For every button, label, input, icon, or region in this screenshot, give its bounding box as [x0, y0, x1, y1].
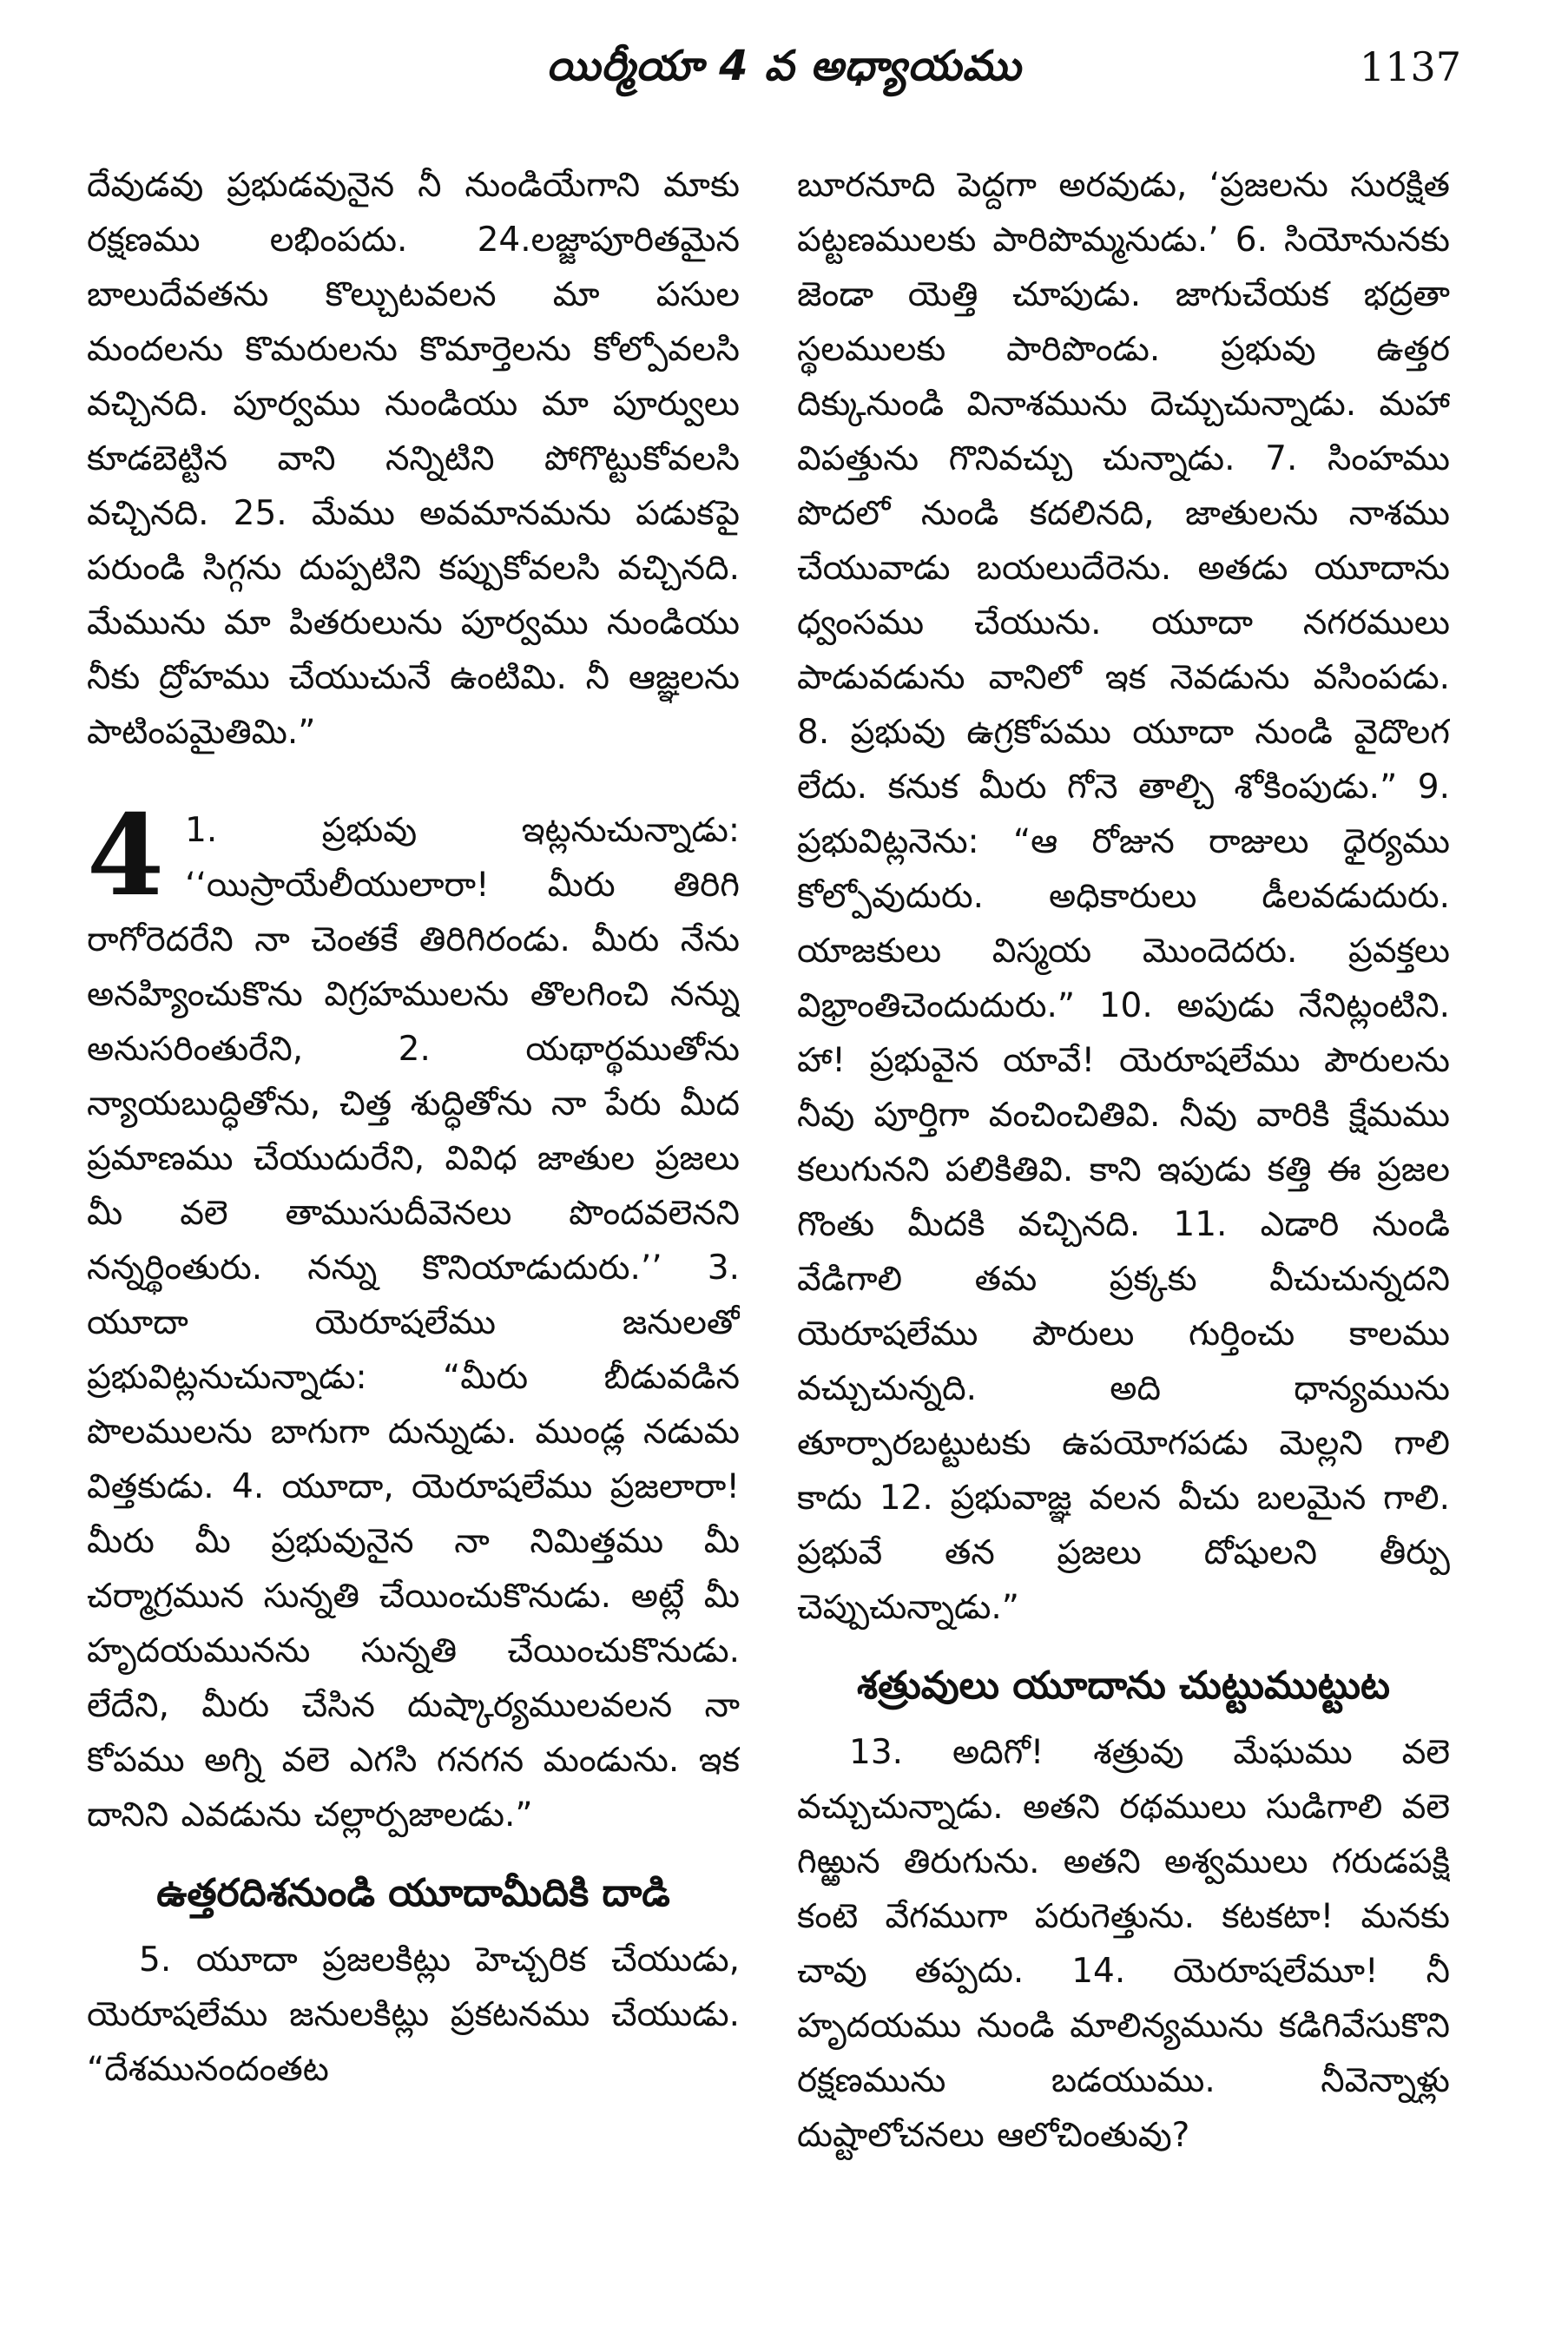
verse-paragraph: దేవుడవు ప్రభుడవునైన నీ నుండియేగాని మాకు రక్షణము లభింపదు. 24.లజ్జాపూరితమైన బాలుదేవతను కొల్చుటవలన మా పసుల మందలను కొమరులను కొమార్తెలను కోల్పోవలసి వచ్చినది. పూర్వము నుండియు మా పూర్వులు కూడబెట్టిన వాని నన్నిటిని పోగొట్టుకోవలసి వచ్చినది. 25. మేము అవమానమను పడుకపై పరుండి సిగ్గను దుప్పటిని కప్పుకోవలసి వచ్చినది. మేమును మా పితరులును పూర్వము నుండియు నీకు ద్రోహము చేయుచునే ఉంటిమి. నీ ఆజ్ఞలను పాటింపమైతిమి.” — [87, 166, 740, 752]
verse-paragraph: బూరనూది పెద్దగా అరవుడు, ‘ప్రజలను సురక్షిత పట్టణములకు పారిపొమ్మనుడు.’ 6. సియోనునకు జెండా యెత్తి చూపుడు. జాగుచేయక భద్రతా స్థలములకు పారిపొండు. ప్రభువు ఉత్తర దిక్కునుండి వినాశమును దెచ్చుచున్నాడు. మహా విపత్తును గొనివచ్చు చున్నాడు. 7. సింహము పొదలో నుండి కదలినది, జాతులను నాశము చేయువాడు బయలుదేరెను. అతడు యూదాను ధ్వంసము చేయును. యూదా నగరములు పాడువడును వానిలో ఇక నెవడును వసింపడు. 8. ప్రభువు ఉగ్రకోపము యూదా నుండి వైదొలగ లేదు. కనుక మీరు గోనె తాల్చి శోకింపుడు.” 9. ప్రభువిట్లనెను: “ఆ రోజున రాజులు ధైర్యము కోల్పోవుదురు. అధికారులు డీలవడుదురు. యాజకులు విస్మయ మొందెదరు. ప్రవక్తలు విభ్రాంతిచెందుదురు.” 10. అపుడు నేనిట్లంటిని. హా! ప్రభువైన యావే! యెరూషలేము పౌరులను నీవు పూర్తిగా వంచించితివి. నీవు వారికి క్షేమము కలుగునని పలికితివి. కాని ఇపుడు కత్తి ఈ ప్రజల గొంతు మీదకి వచ్చినది. 11. ఎడారి నుండి వేడిగాలి తమ ప్రక్కకు వీచుచున్నదని యెరూషలేము పౌరులు గుర్తించు కాలము వచ్చుచున్నది. అది ధాన్యమును తూర్పారబట్టుటకు ఉపయోగపడు మెల్లని గాలి కాదు 12. ప్రభువాజ్ఞ వలన వీచు బలమైన గాలి. ప్రభువే తన ప్రజలు దోషులని తీర్పు చెప్పుచున్నాడు.” — [797, 166, 1450, 1627]
section-heading: ఉత్తరదిశనుండి యూదామీదికి దాడి — [156, 1871, 670, 1915]
section-heading: శత్రువులు యూదాను చుట్టుముట్టుట — [857, 1664, 1390, 1708]
verse-paragraph: 5. యూదా ప్రజలకిట్లు హెచ్చరిక చేయుడు, యెరూషలేము జనులకిట్లు ప్రకటనము చేయుడు. “దేశమునందంతట — [87, 1940, 740, 2089]
left-column — [87, 158, 740, 2324]
verse-paragraph: 13. అదిగో! శత్రువు మేఘము వలె వచ్చుచున్నాడు. అతని రథములు సుడిగాలి వలె గిఱ్ఱున తిరుగును. అతని అశ్వములు గరుడపక్షి కంటె వేగముగా పరుగెత్తును. కటకటా! మనకు చావు తప్పదు. 14. యెరూషలేమూ! నీ హృదయము నుండి మాలిన్యమును కడిగివేసుకొని రక్షణమును బడయుము. నీవెన్నాళ్లు దుష్టాలోచనలు ఆలోచింతువు? — [797, 1733, 1450, 2155]
running-title: యిర్మీయా 4 వ అధ్యాయము — [546, 42, 1022, 90]
page-header — [0, 42, 1568, 111]
right-column — [797, 158, 1450, 2324]
verse-paragraph: 1. ప్రభువు ఇట్లనుచున్నాడు: ‘‘యిస్రాయేలీయులారా! మీరు తిరిగి రాగోరెదరేని నా చెంతకే తిరిగిరండు. మీరు నేను అనహ్యించుకొను విగ్రహములను తొలగించి నన్ను అనుసరింతురేని, 2. యథార్థముతోను న్యాయబుద్ధితోను, చిత్త శుద్ధితోను నా పేరు మీద ప్రమాణము చేయుదురేని, వివిధ జాతుల ప్రజలు మీ వలె తాముసుదీవెనలు పొందవలెనని నన్నర్థింతురు. నన్ను కొనియాడుదురు.’’ 3. యూదా యెరూషలేము జనులతో ప్రభువిట్లనుచున్నాడు: “మీరు బీడువడిన పొలములను బాగుగా దున్నుడు. ముండ్ల నడుమ విత్తకుడు. 4. యూదా, యెరూషలేము ప్రజలారా! మీరు మీ ప్రభువునైన నా నిమిత్తము మీ చర్మాగ్రమున సున్నతి చేయించుకొనుడు. అట్లే మీ హృదయమునను సున్నతి చేయించుకొనుడు. లేదేని, మీరు చేసిన దుష్కార్యములవలన నా కోపము అగ్ని వలె ఎగసి గనగన మండును. ఇక దానిని ఎవడును చల్లార్పజాలడు.” — [87, 811, 740, 1835]
chapter-opening — [87, 791, 740, 1842]
chapter-number: 4 — [87, 791, 165, 921]
page-number: 1137 — [1359, 43, 1461, 90]
